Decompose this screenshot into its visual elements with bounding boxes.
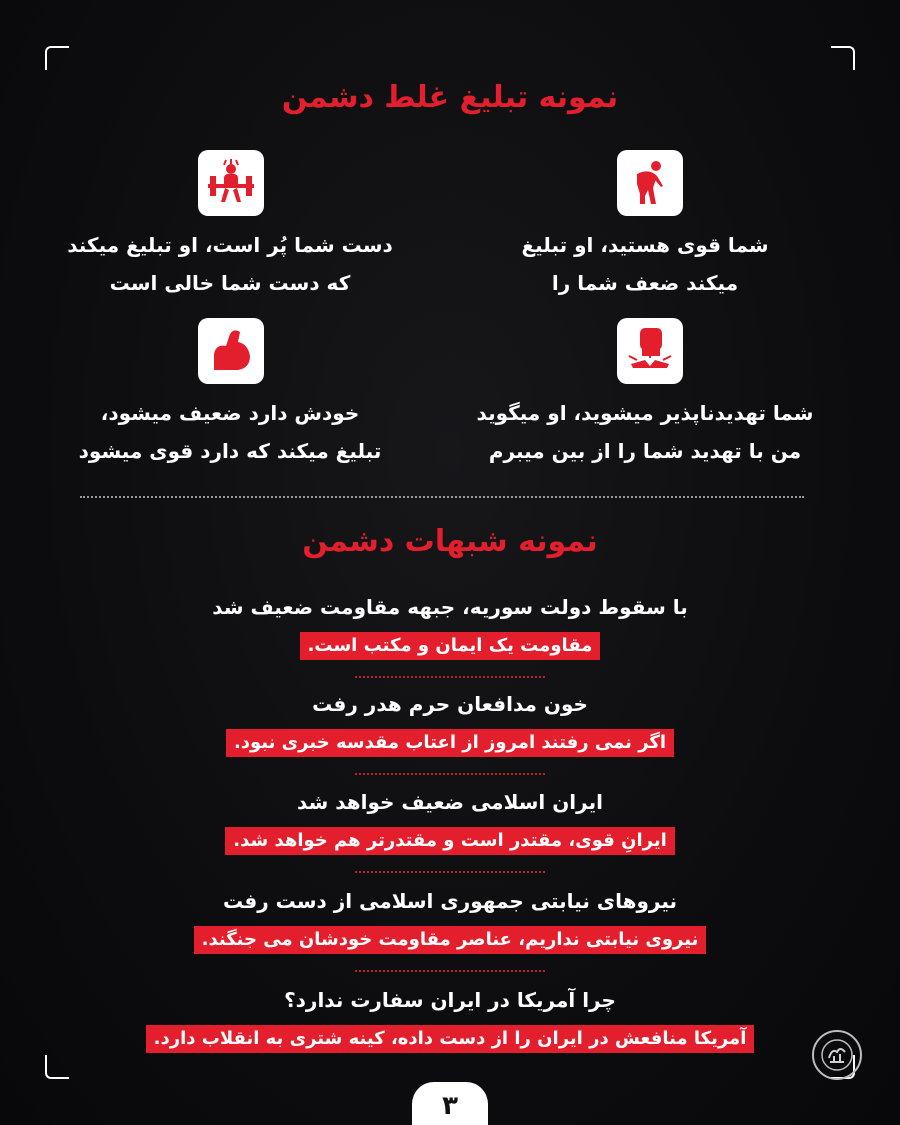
dumbbell-lifter-icon <box>198 150 264 216</box>
doubt-item-4 <box>0 886 900 972</box>
tired-person-icon <box>617 150 683 216</box>
doubt-answer: آمریکا منافعش در ایران را از دست داده، کینه شتری به انقلاب دارد. <box>146 1025 755 1053</box>
section-1-title: نمونه تبلیغ غلط دشمن <box>281 80 619 115</box>
card-text-strong-vs-weak <box>455 226 835 302</box>
section-divider <box>80 496 804 498</box>
flexed-arm-icon <box>198 318 264 384</box>
card-line-2: میکند ضعف شما را <box>551 271 739 295</box>
corner-bracket-top-right <box>831 46 855 70</box>
doubt-question: ایران اسلامی ضعیف خواهد شد <box>297 790 603 814</box>
card-line-2: که دست شما خالی است <box>109 271 351 295</box>
card-line-1: خودش دارد ضعیف میشود، <box>100 401 360 425</box>
doubt-answer: مقاومت یک ایمان و مکتب است. <box>300 632 601 660</box>
doubt-question: با سقوط دولت سوریه، جبهه مقاومت ضعیف شد <box>212 595 688 619</box>
card-line-1: شما تهدیدناپذیر میشوید، او میگوید <box>476 401 814 425</box>
section-2-title: نمونه شبهات دشمن <box>302 524 598 559</box>
card-text-full-vs-empty <box>40 226 420 302</box>
doubt-item-3 <box>0 787 900 873</box>
doubt-question: نیروهای نیابتی جمهوری اسلامی از دست رفت <box>222 889 678 913</box>
item-separator <box>355 676 545 678</box>
doubt-answer: نیروی نیابتی نداریم، عناصر مقاومت خودشان می جنگند. <box>194 926 707 954</box>
card-line-1: شما قوی هستید، او تبلیغ <box>521 233 769 257</box>
card-line-2: تبلیغ میکند که دارد قوی میشود <box>78 439 382 463</box>
doubt-question: چرا آمریکا در ایران سفارت ندارد؟ <box>284 988 616 1012</box>
circular-calligraphy-logo-icon <box>812 1030 862 1080</box>
item-separator <box>355 970 545 972</box>
item-separator <box>355 871 545 873</box>
card-text-weak-claims-strong <box>40 394 420 470</box>
doubt-item-1 <box>0 592 900 678</box>
item-separator <box>355 773 545 775</box>
doubt-item-5 <box>0 985 900 1053</box>
doubt-answer: اگر نمی رفتند امروز از اعتاب مقدسه خبری نبود. <box>226 729 674 757</box>
page-number-tab <box>412 1082 488 1125</box>
card-line-2: من با تهدید شما را از بین میبرم <box>488 439 802 463</box>
doubt-answer: ایرانِ قوی، مقتدر است و مقتدرتر هم خواهد شد. <box>225 827 675 855</box>
corner-bracket-bottom-left <box>45 1055 69 1079</box>
card-text-threat <box>455 394 835 470</box>
doubt-question: خون مدافعان حرم هدر رفت <box>312 692 588 716</box>
doubt-item-2 <box>0 689 900 775</box>
corner-bracket-top-left <box>45 46 69 70</box>
page-number: ۳ <box>442 1090 458 1121</box>
card-line-1: دست شما پُر است، او تبلیغ میکند <box>67 233 393 257</box>
fist-smash-icon <box>617 318 683 384</box>
